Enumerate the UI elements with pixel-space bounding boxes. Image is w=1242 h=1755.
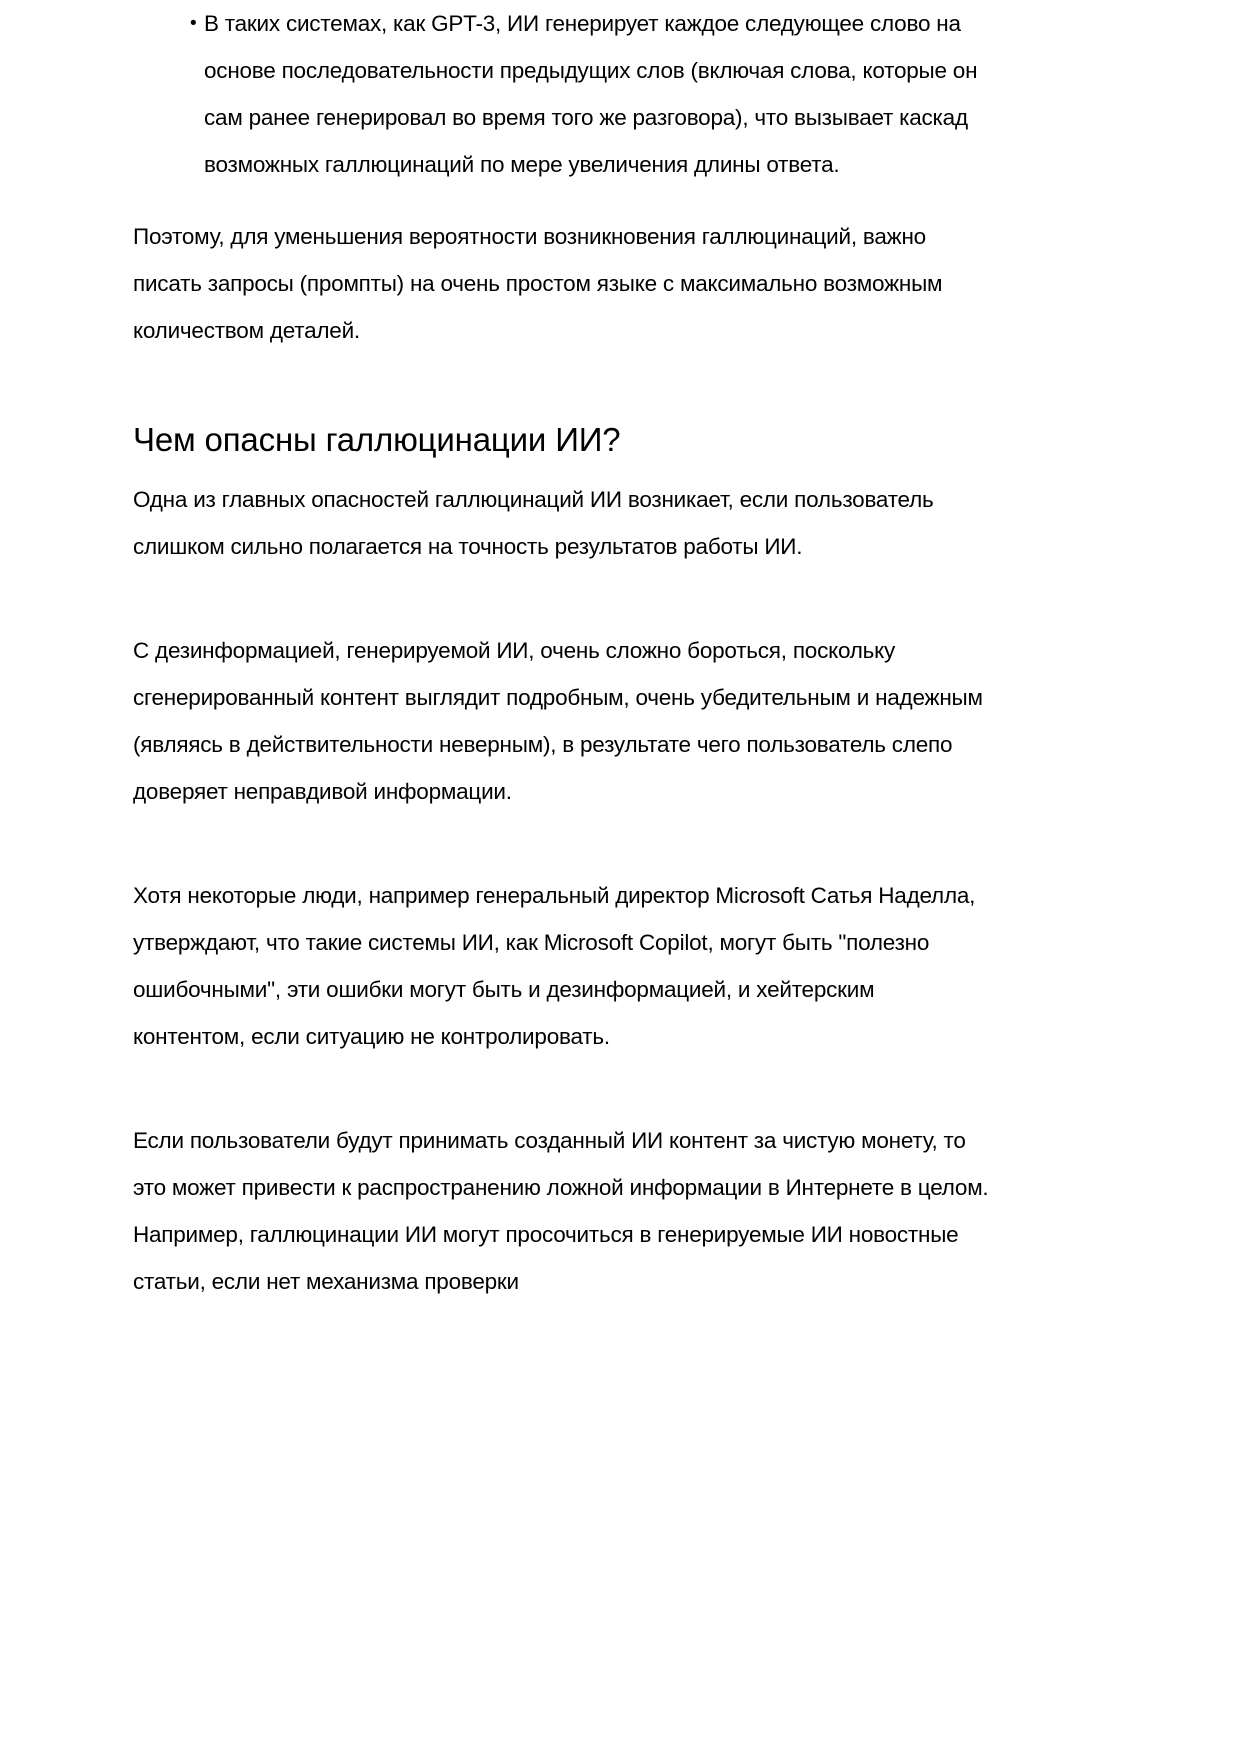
paragraph-disinformation: С дезинформацией, генерируемой ИИ, очень сложно бороться, поскольку сгенерированный контент выглядит подробным, очень убедительным и надежным (являясь в действительности неверным), в результате чего пользователь слепо доверяет неправдивой информации.	[133, 638, 983, 804]
bulleted-list	[133, 0, 989, 188]
spacer	[133, 1060, 989, 1117]
spacer	[133, 815, 989, 872]
paragraph-prompt-advice: Поэтому, для уменьшения вероятности возникновения галлюцинаций, важно писать запросы (промпты) на очень простом языке с максимально возможным количеством деталей.	[133, 224, 943, 343]
list-item-text: В таких системах, как GPT-3, ИИ генерирует каждое следующее слово на основе последовательности предыдущих слов (включая слова, которые он сам ранее генерировал во время того же разговора), что вызывает каскад возможных галлюцинаций по мере увеличения длины ответа.	[204, 11, 978, 177]
paragraph-main-danger: Одна из главных опасностей галлюцинаций ИИ возникает, если пользователь слишком сильно полагается на точность результатов работы ИИ.	[133, 487, 934, 559]
paragraph-nadella-quote: Хотя некоторые люди, например генеральный директор Microsoft Сатья Наделла, утверждают, что такие системы ИИ, как Microsoft Copilot, могут быть "полезно ошибочными", эти ошибки могут быть и дезинформацией, и хейтерским контентом, если ситуацию не контролировать.	[133, 883, 976, 1049]
spacer	[133, 188, 989, 213]
paragraph-false-information-spread: Если пользователи будут принимать созданный ИИ контент за чистую монету, то это может привести к распространению ложной информации в Интернете в целом. Например, галлюцинации ИИ могут просочиться в генерируемые ИИ новостные статьи, если нет механизма проверки	[133, 1128, 989, 1294]
spacer	[133, 570, 989, 627]
bullet-marker-icon: •	[190, 13, 197, 34]
section-heading: Чем опасны галлюцинации ИИ?	[133, 421, 621, 458]
list-item	[133, 0, 989, 188]
document-content-column	[133, 0, 989, 1305]
heading-block	[133, 354, 989, 476]
